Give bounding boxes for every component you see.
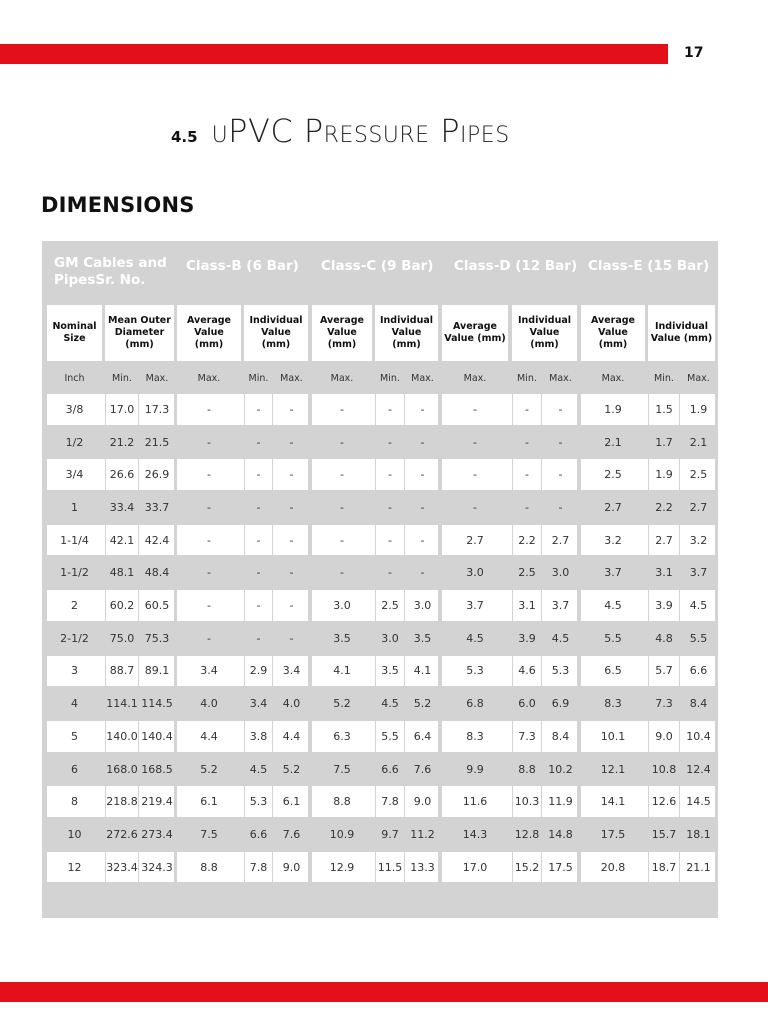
table-cell: - — [256, 435, 261, 449]
table-cell: 8.3 — [466, 729, 484, 743]
dimensions-subheading: DIMENSIONS — [41, 193, 195, 217]
sub-header-5: Individual Value (mm) — [375, 305, 438, 361]
table-cell: 60.2 — [105, 590, 139, 621]
table-cell: - — [256, 566, 261, 580]
table-cell: - — [525, 500, 529, 514]
table-cell: 1 — [71, 500, 78, 514]
sub-header-1: Mean Outer Diameter (mm) — [105, 305, 174, 361]
table-cell: 48.1 — [109, 566, 135, 580]
table-cell: - — [558, 468, 563, 482]
table-cell: - — [244, 394, 273, 425]
table-cell: 3.7 — [551, 599, 570, 613]
table-cell: 26.6 — [105, 459, 139, 490]
table-cell: 6.1 — [282, 795, 301, 809]
table-cell: 7.3 — [655, 697, 673, 711]
table-cell: - — [207, 631, 211, 645]
table-cell: 2.2 — [655, 500, 673, 514]
table-cell: 3.5 — [375, 656, 405, 687]
table-cell: 140.0 — [105, 721, 139, 752]
table-cell: 2.1 — [604, 435, 622, 449]
table-cell: 1.9 — [604, 402, 622, 416]
table-cell: 6.4 — [413, 729, 432, 743]
table-cell: 4.0 — [282, 697, 301, 711]
section-title: uPVC Pressure Pipes — [211, 112, 510, 150]
table-cell: 8.8 — [333, 795, 351, 809]
group-header-0: GM Cables and PipesSr. No. — [54, 255, 167, 288]
table-cell: 10.4 — [686, 729, 711, 743]
table-cell: 273.4 — [141, 827, 173, 841]
group-header-1: Class-B (6 Bar) — [186, 258, 299, 274]
table-cell: - — [340, 402, 344, 416]
table-cell: 6.5 — [604, 664, 622, 678]
table-cell: 17.5 — [600, 827, 626, 841]
table-cell: 2.5 — [604, 468, 622, 482]
table-cell: 9.0 — [648, 721, 680, 752]
table-cell: 2.7 — [648, 525, 680, 556]
table-cell: 3.9 — [518, 631, 536, 645]
table-cell: - — [375, 459, 405, 490]
unit-cell-8: Max. — [411, 372, 434, 384]
unit-cell-0: Inch — [64, 372, 85, 384]
table-cell: 1/2 — [65, 435, 84, 449]
table-cell: 17.5 — [548, 860, 573, 874]
table-cell: 3.0 — [466, 566, 484, 580]
table-cell: 88.7 — [105, 656, 139, 687]
table-cell: 140.4 — [141, 729, 173, 743]
table-cell: 6.6 — [381, 762, 399, 776]
table-cell: 14.5 — [686, 795, 711, 809]
table-cell: 3/4 — [65, 468, 84, 482]
table-cell: 42.1 — [105, 525, 139, 556]
table-cell: 21.1 — [686, 860, 711, 874]
sub-header-4: Average Value (mm) — [312, 305, 372, 361]
table-cell: 9.0 — [282, 860, 301, 874]
table-cell: 3/8 — [65, 402, 84, 416]
table-cell: 4.8 — [655, 631, 673, 645]
table-cell: 6.0 — [518, 697, 536, 711]
table-cell: 3.9 — [648, 590, 680, 621]
table-cell: - — [244, 525, 273, 556]
unit-cell-7: Min. — [380, 372, 400, 384]
table-cell: 5.2 — [200, 762, 218, 776]
table-cell: 3.0 — [413, 599, 432, 613]
table-cell: 2.7 — [466, 533, 484, 547]
table-cell: 10.3 — [512, 786, 542, 817]
table-cell: 17.0 — [105, 394, 139, 425]
dimensions-table — [42, 241, 718, 918]
unit-cell-9: Max. — [463, 372, 487, 384]
table-cell: 114.1 — [106, 697, 138, 711]
table-cell: 4 — [71, 697, 78, 711]
table-cell: 8.8 — [200, 860, 218, 874]
table-cell: 20.8 — [600, 860, 626, 874]
table-cell: 17.0 — [462, 860, 488, 874]
table-cell: 14.8 — [548, 827, 573, 841]
table-cell: 3.1 — [512, 590, 542, 621]
table-cell: 2.5 — [375, 590, 405, 621]
table-cell: 3.2 — [689, 533, 708, 547]
table-cell: 5.7 — [648, 656, 680, 687]
table-cell: 1-1/2 — [60, 566, 89, 580]
table-cell: - — [375, 394, 405, 425]
table-cell: - — [289, 631, 294, 645]
table-cell: 9.7 — [381, 827, 399, 841]
table-cell: 219.4 — [141, 795, 173, 809]
table-cell: 15.2 — [512, 852, 542, 883]
table-cell: 5.2 — [282, 762, 301, 776]
table-cell: - — [512, 394, 542, 425]
table-cell: 8.3 — [604, 697, 622, 711]
table-cell: 3.4 — [282, 664, 301, 678]
table-cell: - — [289, 599, 294, 613]
table-cell: 2-1/2 — [60, 631, 89, 645]
table-cell: 2.7 — [551, 533, 570, 547]
table-cell: 3.2 — [604, 533, 622, 547]
table-cell: - — [289, 468, 294, 482]
table-cell: 2.7 — [689, 500, 708, 514]
table-cell: 12.6 — [648, 786, 680, 817]
table-cell: 8 — [71, 795, 78, 809]
unit-cell-14: Max. — [687, 372, 710, 384]
table-cell: 5.3 — [466, 664, 484, 678]
table-cell: 5.5 — [689, 631, 708, 645]
table-cell: 12 — [67, 860, 82, 874]
table-cell: 114.5 — [141, 697, 173, 711]
table-cell: 1.7 — [655, 435, 673, 449]
table-cell: - — [207, 435, 211, 449]
group-header-4: Class-E (15 Bar) — [588, 258, 710, 274]
table-cell: - — [558, 500, 563, 514]
table-cell: - — [289, 566, 294, 580]
table-cell: 7.8 — [375, 786, 405, 817]
table-cell: - — [420, 500, 425, 514]
table-cell: 168.5 — [141, 762, 173, 776]
table-cell: 4.0 — [200, 697, 218, 711]
table-cell: 168.0 — [106, 762, 138, 776]
table-cell: 5.2 — [333, 697, 351, 711]
table-cell: - — [340, 533, 344, 547]
table-cell: - — [420, 402, 425, 416]
table-cell: 3.4 — [249, 697, 268, 711]
table-cell: - — [420, 533, 425, 547]
table-cell: 15.7 — [651, 827, 677, 841]
table-cell: 4.5 — [381, 697, 399, 711]
table-cell: - — [289, 500, 294, 514]
table-cell: 3.7 — [689, 566, 708, 580]
table-cell: 4.1 — [413, 664, 432, 678]
table-cell: 7.5 — [200, 827, 218, 841]
table-cell: 75.0 — [109, 631, 135, 645]
table-cell: - — [473, 500, 477, 514]
table-cell: 3.7 — [604, 566, 622, 580]
table-cell: 2.1 — [689, 435, 708, 449]
table-cell: 3.0 — [381, 631, 399, 645]
table-cell: 33.7 — [144, 500, 170, 514]
table-cell: 4.5 — [689, 599, 708, 613]
table-cell: - — [244, 590, 273, 621]
table-cell: 17.3 — [144, 402, 170, 416]
table-cell: 4.5 — [604, 599, 622, 613]
table-cell: - — [340, 566, 344, 580]
table-cell: - — [340, 435, 344, 449]
bottom-accent-bar — [0, 982, 768, 1002]
table-cell: 13.3 — [410, 860, 435, 874]
table-cell: 10 — [67, 827, 82, 841]
table-cell: 6.6 — [249, 827, 268, 841]
sub-header-8: Average Value (mm) — [581, 305, 645, 361]
table-cell: 33.4 — [109, 500, 135, 514]
sub-header-0: Nominal Size — [47, 305, 102, 361]
sub-header-7: Individual Value (mm) — [512, 305, 577, 361]
table-cell: 42.4 — [144, 533, 170, 547]
unit-cell-1: Min. — [112, 372, 132, 384]
table-cell: 11.5 — [375, 852, 405, 883]
unit-cell-5: Max. — [280, 372, 303, 384]
table-cell: - — [558, 402, 563, 416]
table-cell: 324.3 — [141, 860, 173, 874]
table-cell: 6 — [71, 762, 78, 776]
table-cell: 8.8 — [518, 762, 536, 776]
table-cell: - — [256, 500, 261, 514]
table-cell: 1.9 — [689, 402, 708, 416]
table-cell: 3.4 — [200, 664, 218, 678]
table-cell: 5 — [71, 729, 78, 743]
table-cell: - — [256, 631, 261, 645]
unit-cell-10: Min. — [517, 372, 537, 384]
table-cell: 60.5 — [144, 599, 170, 613]
page-number: 17 — [684, 45, 704, 61]
table-cell: 75.3 — [144, 631, 170, 645]
table-cell: - — [420, 468, 425, 482]
table-cell: - — [340, 500, 344, 514]
table-cell: - — [207, 566, 211, 580]
table-cell: 3 — [71, 664, 78, 678]
table-cell: - — [525, 435, 529, 449]
table-cell: 10.1 — [600, 729, 626, 743]
table-cell: 89.1 — [144, 664, 170, 678]
table-cell: 26.9 — [144, 468, 170, 482]
group-header-3: Class-D (12 Bar) — [454, 258, 578, 274]
table-cell: 5.5 — [375, 721, 405, 752]
table-cell: 2.5 — [518, 566, 536, 580]
table-cell: 3.8 — [244, 721, 273, 752]
table-cell: 2.5 — [689, 468, 708, 482]
unit-cell-3: Max. — [197, 372, 221, 384]
table-cell: 2 — [71, 599, 78, 613]
table-cell: - — [207, 500, 211, 514]
table-cell: - — [473, 468, 477, 482]
table-cell: - — [512, 459, 542, 490]
unit-cell-4: Min. — [248, 372, 269, 384]
table-cell: 6.9 — [551, 697, 570, 711]
table-cell: 18.7 — [648, 852, 680, 883]
table-cell: - — [473, 402, 477, 416]
table-cell: 12.1 — [600, 762, 626, 776]
table-cell: 272.6 — [106, 827, 138, 841]
table-cell: - — [244, 459, 273, 490]
table-cell: 10.2 — [548, 762, 573, 776]
table-cell: 12.8 — [514, 827, 540, 841]
table-cell: 5.3 — [551, 664, 570, 678]
sub-header-3: Individual Value (mm) — [244, 305, 308, 361]
section-heading — [171, 112, 510, 150]
unit-cell-13: Min. — [654, 372, 674, 384]
table-cell: 11.6 — [462, 795, 488, 809]
table-cell: - — [289, 533, 294, 547]
table-cell: 4.5 — [249, 762, 268, 776]
table-cell: - — [420, 566, 425, 580]
table-cell: 4.4 — [282, 729, 301, 743]
section-number: 4.5 — [171, 128, 198, 146]
table-cell: - — [388, 566, 392, 580]
table-cell: 7.3 — [512, 721, 542, 752]
table-cell: 3.7 — [466, 599, 484, 613]
unit-cell-2: Max. — [145, 372, 169, 384]
table-cell: 5.3 — [244, 786, 273, 817]
table-cell: 3.5 — [413, 631, 432, 645]
table-cell: - — [207, 533, 211, 547]
table-cell: 2.9 — [244, 656, 273, 687]
table-cell: 7.6 — [413, 762, 432, 776]
table-cell: 4.1 — [333, 664, 351, 678]
table-cell: 7.8 — [244, 852, 273, 883]
sub-header-6: Average Value (mm) — [442, 305, 508, 361]
table-cell: 6.3 — [333, 729, 351, 743]
table-cell: 7.5 — [333, 762, 351, 776]
table-cell: 4.4 — [200, 729, 218, 743]
top-accent-bar — [0, 44, 668, 64]
sub-header-9: Individual Value (mm) — [648, 305, 715, 361]
table-cell: - — [340, 468, 344, 482]
table-cell: - — [289, 402, 294, 416]
table-cell: 8.4 — [689, 697, 708, 711]
table-cell: 3.0 — [333, 599, 351, 613]
table-cell: - — [207, 468, 211, 482]
table-cell: 21.5 — [144, 435, 170, 449]
table-cell: 6.8 — [466, 697, 484, 711]
table-cell: 12.4 — [686, 762, 711, 776]
table-cell: - — [388, 435, 392, 449]
table-cell: 12.9 — [329, 860, 355, 874]
table-cell: - — [473, 435, 477, 449]
table-cell: - — [207, 402, 211, 416]
table-cell: 7.6 — [282, 827, 301, 841]
unit-cell-6: Max. — [330, 372, 354, 384]
unit-cell-12: Max. — [601, 372, 625, 384]
table-cell: - — [375, 525, 405, 556]
table-cell: 10.9 — [329, 827, 355, 841]
table-cell: 3.1 — [655, 566, 673, 580]
table-cell: 1.9 — [648, 459, 680, 490]
table-cell: 11.9 — [548, 795, 573, 809]
table-cell: 5.2 — [413, 697, 432, 711]
table-cell: - — [420, 435, 425, 449]
table-cell: 21.2 — [109, 435, 135, 449]
table-cell: 6.6 — [689, 664, 708, 678]
table-cell: 2.7 — [604, 500, 622, 514]
table-cell: 14.1 — [600, 795, 626, 809]
table-cell: 8.4 — [551, 729, 570, 743]
table-cell: 9.9 — [466, 762, 484, 776]
unit-cell-11: Max. — [549, 372, 572, 384]
table-cell: 6.1 — [200, 795, 218, 809]
table-cell: - — [558, 435, 563, 449]
table-cell: 1.5 — [648, 394, 680, 425]
table-cell: - — [289, 435, 294, 449]
table-cell: 11.2 — [410, 827, 435, 841]
table-cell: 4.5 — [551, 631, 570, 645]
table-cell: 1-1/4 — [60, 533, 89, 547]
table-cell: - — [388, 500, 392, 514]
table-cell: 2.2 — [512, 525, 542, 556]
table-cell: 14.3 — [462, 827, 488, 841]
group-header-2: Class-C (9 Bar) — [321, 258, 434, 274]
table-cell: 3.0 — [551, 566, 570, 580]
table-cell: 218.8 — [105, 786, 139, 817]
sub-header-2: Average Value (mm) — [177, 305, 241, 361]
table-cell: 5.5 — [604, 631, 622, 645]
table-cell: 9.0 — [413, 795, 432, 809]
table-cell: - — [207, 599, 211, 613]
table-cell: 3.5 — [333, 631, 351, 645]
table-cell: 18.1 — [686, 827, 711, 841]
table-cell: 10.8 — [651, 762, 677, 776]
table-cell: 48.4 — [144, 566, 170, 580]
table-cell: 323.4 — [105, 852, 139, 883]
table-cell: 4.6 — [512, 656, 542, 687]
table-cell: 4.5 — [466, 631, 484, 645]
